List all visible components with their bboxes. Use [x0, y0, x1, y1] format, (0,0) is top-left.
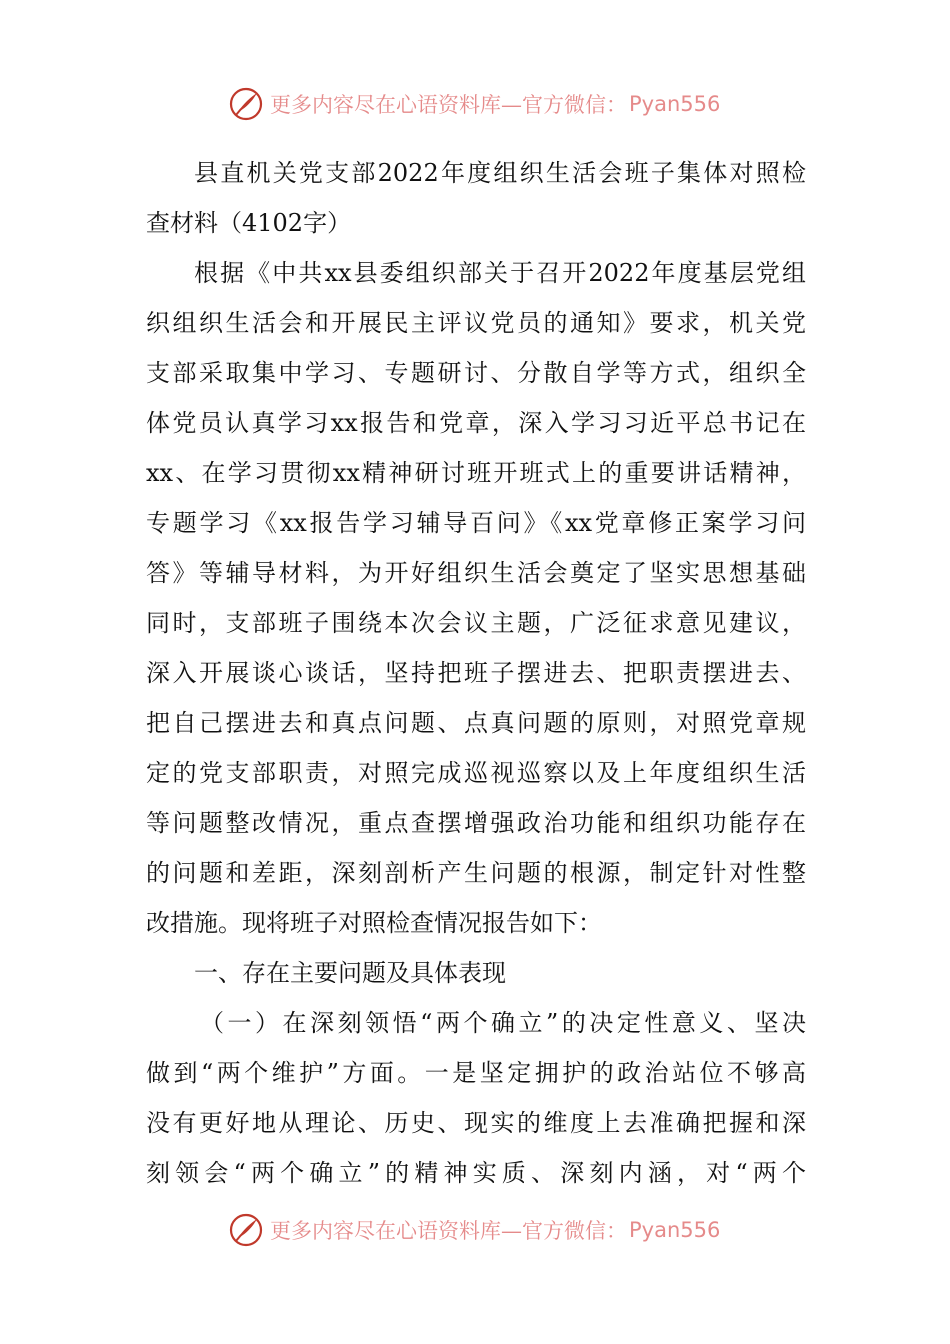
paragraph-line: 根据《中共xx县委组织部关于召开2022年度基层党组: [194, 259, 806, 287]
watermark-wechat-id: Pyan556: [629, 92, 721, 116]
paragraph-line: 体党员认真学习xx报告和党章，深入学习习近平总书记在: [146, 409, 806, 437]
paragraph-line: 改措施。现将班子对照检查情况报告如下：: [146, 909, 602, 937]
paragraph-line: 织组织生活会和开展民主评议党员的通知》要求，机关党: [146, 309, 806, 337]
watermark-footer: [228, 1210, 748, 1250]
paragraph-line: 支部采取集中学习、专题研讨、分散自学等方式，组织全: [146, 359, 806, 387]
paragraph-line: 等问题整改情况，重点查摆增强政治功能和组织功能存在: [146, 809, 806, 837]
paragraph-line: 把自己摆进去和真点问题、点真问题的原则，对照党章规: [146, 709, 806, 737]
document-title-line-2: 查材料（4102字）: [146, 209, 352, 237]
paragraph-line: 深入开展谈心谈话，坚持把班子摆进去、把职责摆进去、: [146, 659, 806, 687]
paragraph-line: 答》等辅导材料，为开好组织生活会奠定了坚实思想基础: [146, 559, 806, 587]
document-body: [146, 148, 806, 1198]
paragraph-line: 做到“两个维护”方面。一是坚定拥护的政治站位不够高: [146, 1059, 806, 1087]
document-title-line-1: 县直机关党支部2022年度组织生活会班子集体对照检: [194, 159, 806, 187]
paragraph-line: 的问题和差距，深刻剖析产生问题的根源，制定针对性整: [146, 859, 806, 887]
section-heading: 一、存在主要问题及具体表现: [194, 959, 506, 987]
watermark-wechat-id: Pyan556: [629, 1218, 721, 1242]
watermark-header: [228, 84, 748, 124]
quill-logo-icon: [228, 86, 264, 122]
paragraph-line: 同时，支部班子围绕本次会议主题，广泛征求意见建议，: [146, 609, 806, 637]
paragraph-line: 专题学习《xx报告学习辅导百问》《xx党章修正案学习问: [146, 509, 806, 537]
paragraph-line: xx、在学习贯彻xx精神研讨班开班式上的重要讲话精神，: [146, 459, 806, 487]
watermark-text: 更多内容尽在心语资料库—官方微信：: [270, 93, 627, 117]
paragraph-line: 刻领会“两个确立”的精神实质、深刻内涵，对“两个: [146, 1159, 806, 1187]
watermark-text: 更多内容尽在心语资料库—官方微信：: [270, 1219, 627, 1243]
quill-logo-icon: [228, 1212, 264, 1248]
paragraph-line: 没有更好地从理论、历史、现实的维度上去准确把握和深: [146, 1109, 806, 1137]
subsection-line: （一）在深刻领悟“两个确立”的决定性意义、坚决: [200, 1009, 806, 1037]
paragraph-line: 定的党支部职责，对照完成巡视巡察以及上年度组织生活: [146, 759, 806, 787]
